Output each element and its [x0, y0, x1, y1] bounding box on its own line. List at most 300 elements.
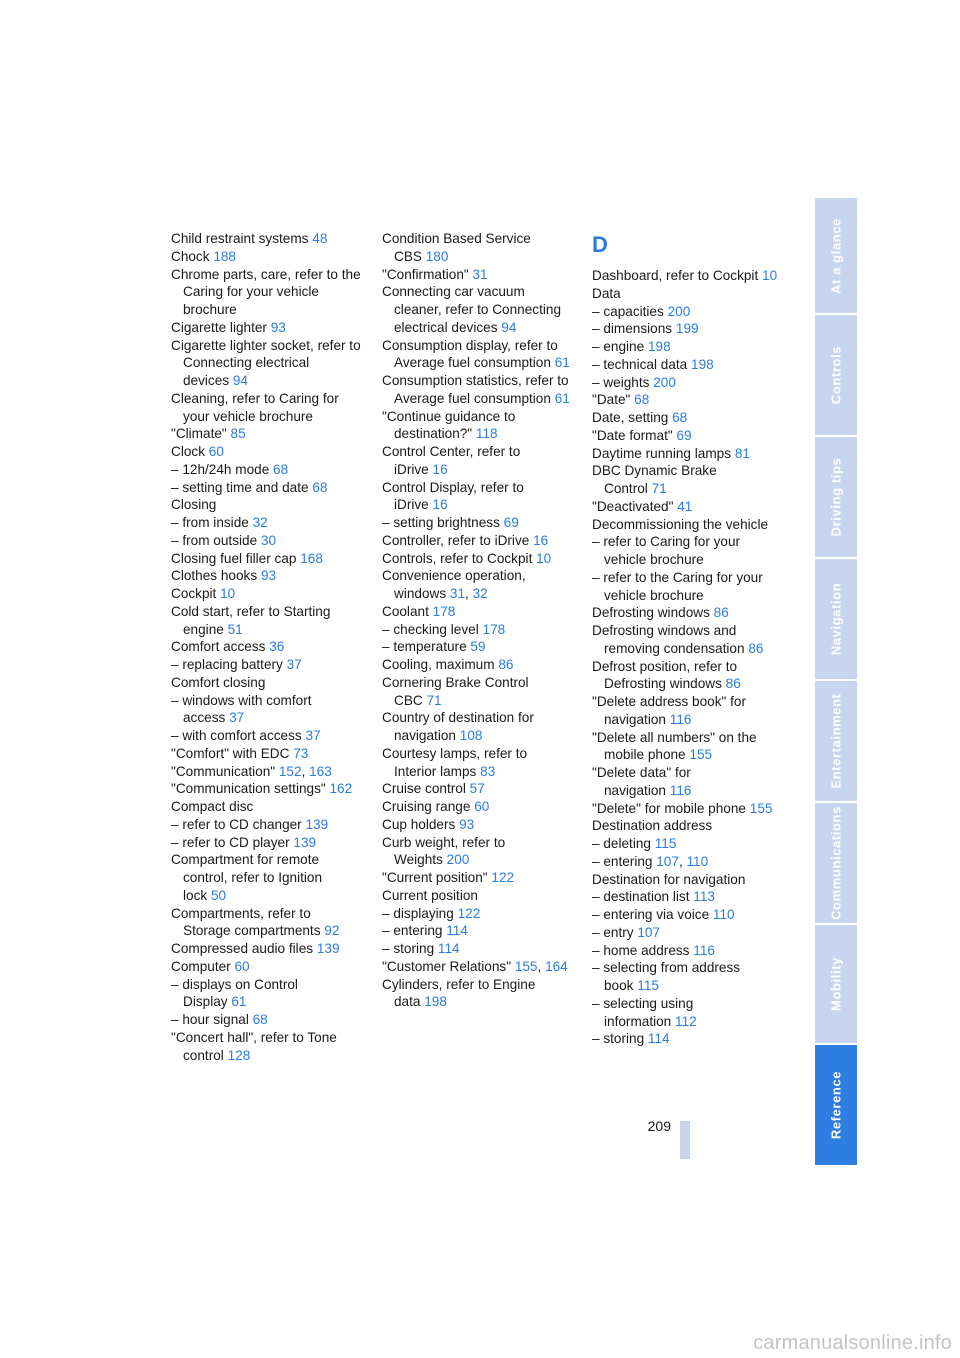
page-reference-link[interactable]: 69	[676, 427, 692, 443]
page-reference-link[interactable]: 50	[210, 887, 227, 903]
index-entry-text: Destination for navigation	[592, 871, 746, 887]
index-entry-text: Courtesy lamps, refer to Interior lamps	[382, 745, 528, 779]
page-reference-link[interactable]: 10	[536, 550, 552, 566]
page-reference-link[interactable]: 110	[712, 907, 735, 922]
page-reference-link[interactable]: 37	[229, 710, 245, 726]
index-entry-text: Cruising range	[382, 799, 471, 814]
index-entry-text: Daytime running lamps	[592, 445, 732, 461]
index-entry-text: – entry	[592, 924, 634, 940]
index-entry-text: DBC Dynamic Brake Control	[592, 463, 717, 496]
index-entry-text: "Customer Relations"	[382, 958, 512, 974]
page-reference-link[interactable]: 86	[725, 676, 741, 692]
page-reference-link[interactable]: 155	[689, 747, 713, 763]
index-entry	[382, 905, 572, 923]
page-reference-link[interactable]: 60	[208, 444, 224, 459]
index-entry-text: Compact disc	[171, 799, 254, 814]
index-entry	[592, 445, 782, 463]
section-tab-controls[interactable]	[815, 315, 857, 435]
index-entry	[592, 693, 782, 729]
page-reference-link[interactable]: 81	[734, 445, 750, 461]
index-entry-text: – storing	[592, 1031, 645, 1047]
page-reference-link[interactable]: 178	[432, 603, 456, 619]
page-reference-link[interactable]: 61	[554, 355, 570, 371]
index-entry	[171, 816, 361, 834]
section-tabs	[815, 198, 857, 1167]
index-entry	[382, 266, 572, 284]
page-reference-link[interactable]: 30	[260, 532, 277, 548]
page-reference-link[interactable]: 85	[230, 426, 246, 442]
section-tab-reference[interactable]	[815, 1045, 857, 1165]
index-entry	[592, 604, 782, 622]
index-entry-text: Country of destination for navigation	[382, 710, 534, 743]
index-entry	[382, 603, 572, 621]
page-reference-link[interactable]: 94	[232, 373, 248, 388]
index-entry	[171, 958, 361, 976]
index-entry-text: – from outside	[171, 532, 258, 548]
page-reference-link[interactable]: 73	[293, 745, 309, 761]
page-reference-link[interactable]: 110	[686, 853, 709, 869]
page-reference-link[interactable]: 116	[669, 711, 692, 727]
index-entry	[592, 303, 782, 321]
page-reference-link[interactable]: 155	[749, 800, 773, 816]
page-reference-link[interactable]: 10	[762, 268, 778, 283]
page-reference-link[interactable]: 162	[329, 781, 353, 797]
index-entry-text: "Deactivated"	[592, 498, 674, 514]
index-entry-text: Cigarette lighter socket, refer to Connecting electrical devices	[171, 337, 361, 388]
index-entry-text: – weights	[592, 374, 650, 390]
page-reference-link[interactable]: 59	[470, 639, 486, 655]
index-entry: "Communication" 152, 163	[171, 763, 332, 779]
index-entry-text: – destination list	[592, 889, 690, 905]
page-reference-link[interactable]: 139	[305, 816, 329, 832]
index-entry	[171, 337, 361, 390]
index-entry-text: – 12h/24h mode	[171, 461, 270, 477]
section-tab-label: At a glance	[828, 217, 844, 294]
index-entry-text: "Date format"	[592, 427, 673, 443]
page-reference-link[interactable]: 114	[647, 1031, 670, 1047]
page-reference-link[interactable]: 48	[312, 231, 328, 246]
index-entry-text: Clock	[171, 444, 205, 459]
index-entry	[171, 638, 361, 656]
index-entry-text: "Current position"	[382, 870, 488, 885]
index-entry-text: – selecting using information	[592, 995, 694, 1029]
page-reference-link[interactable]: 86	[713, 605, 729, 621]
page-reference-link[interactable]: 168	[300, 550, 323, 566]
section-tab-driving-tips[interactable]	[815, 437, 857, 557]
index-entry	[382, 869, 572, 887]
section-tab-entertainment[interactable]	[815, 681, 857, 801]
page-reference-link[interactable]: 122	[457, 905, 481, 921]
section-tab-navigation[interactable]	[815, 559, 857, 679]
index-entry-text: – displaying	[382, 905, 454, 921]
page-reference-link[interactable]: 60	[234, 958, 250, 974]
index-entry-text: Defrosting windows and removing condensation	[592, 623, 745, 656]
index-entry	[171, 230, 361, 248]
index-entry-text: Computer	[171, 958, 231, 974]
index-entry-text: Control Center, refer to iDrive	[382, 444, 521, 477]
index-entry	[171, 443, 361, 461]
index-entry-text: Convenience operation, windows	[382, 568, 526, 601]
index-entry	[171, 851, 361, 904]
index-entry-text: – refer to Caring for your vehicle brochure	[592, 534, 741, 567]
index-entry	[592, 338, 782, 356]
index-entry-text: "Concert hall", refer to Tone control	[171, 1029, 337, 1063]
page-reference-link[interactable]: 94	[501, 319, 517, 335]
index-entry	[592, 942, 782, 960]
index-entry	[382, 408, 572, 444]
index-entry-text: Consumption statistics, refer to Average fuel consumption	[382, 373, 569, 406]
page-reference-link[interactable]: 200	[667, 303, 691, 319]
index-entry	[171, 798, 361, 816]
index-entry-text: Cooling, maximum	[382, 657, 495, 672]
index-entry	[171, 461, 361, 479]
page-reference-link[interactable]: 200	[446, 852, 470, 868]
index-entry-text: Current position	[382, 887, 478, 903]
index-entry	[592, 959, 782, 995]
index-entry: "Customer Relations" 155, 164	[382, 958, 568, 974]
page-reference-link[interactable]: 68	[634, 392, 650, 408]
index-entry-text: Cylinders, refer to Engine data	[382, 976, 536, 1010]
index-entry-text: "Continue guidance to destination?"	[382, 408, 516, 442]
index-entry	[592, 622, 782, 658]
index-entry-text: – refer to CD changer	[171, 816, 302, 832]
index-entry-text: "Delete all numbers" on the mobile phone	[592, 729, 757, 763]
index-entry-text: Control Display, refer to iDrive	[382, 479, 524, 513]
index-entry	[592, 835, 782, 853]
page-reference-link[interactable]: 68	[252, 1012, 268, 1027]
page-reference-link[interactable]: 71	[426, 692, 442, 708]
index-entry-text: Destination address	[592, 818, 713, 834]
page-reference-link[interactable]: 107	[637, 924, 661, 940]
index-entry-text: – replacing battery	[171, 657, 283, 672]
index-entry	[382, 621, 572, 639]
page-reference-link[interactable]: 114	[446, 923, 468, 939]
index-entry	[592, 871, 782, 889]
page-reference-link[interactable]: 41	[677, 498, 693, 514]
page-reference-link[interactable]: 115	[654, 836, 677, 851]
index-entry-text: Curb weight, refer to Weights	[382, 834, 506, 868]
index-entry-text: Cigarette lighter	[171, 319, 267, 335]
index-entry-text: – temperature	[382, 639, 467, 655]
index-column-3	[592, 230, 782, 1048]
index-entry-text: – hour signal	[171, 1012, 249, 1027]
index-entry-text: – checking level	[382, 621, 479, 637]
index-entry	[171, 692, 361, 728]
index-entry	[382, 816, 572, 834]
index-entry	[592, 533, 782, 569]
index-entry-text: Chock	[171, 248, 210, 264]
index-entry-text: – entering	[382, 923, 443, 939]
index-entry-text: Chrome parts, care, refer to the Caring for your vehicle brochure	[171, 266, 361, 317]
index-entry-text: – technical data	[592, 356, 688, 372]
page-reference-link[interactable]: 178	[482, 621, 506, 637]
index-entry	[171, 1011, 361, 1029]
index-entry	[382, 976, 572, 1012]
section-tab-at-a-glance[interactable]	[815, 198, 857, 313]
index-entry	[171, 905, 361, 941]
page-reference-link[interactable]: 114	[437, 941, 460, 956]
index-entry	[171, 745, 361, 763]
index-column-1	[171, 230, 361, 1064]
page-reference-link[interactable]: 68	[273, 461, 289, 477]
index-entry	[382, 887, 572, 905]
index-entry	[382, 638, 572, 656]
index-entry: – entering 107, 110	[592, 853, 709, 869]
section-tab-label: Communications	[828, 806, 844, 920]
index-entry-text: Compressed audio files	[171, 941, 314, 956]
section-tab-mobility[interactable]	[815, 925, 857, 1043]
page-reference-link[interactable]: 107	[656, 853, 679, 869]
page-reference-link[interactable]: 16	[533, 532, 549, 548]
index-entry	[382, 514, 572, 532]
index-entry-text: "Confirmation"	[382, 266, 469, 282]
page-reference-link[interactable]: 200	[653, 374, 676, 390]
index-entry-text: Cleaning, refer to Caring for your vehicle brochure	[171, 390, 339, 424]
index-entry	[171, 940, 361, 958]
index-entry-text: "Date"	[592, 392, 631, 408]
page-reference-link[interactable]: 115	[637, 978, 659, 993]
index-entry-text: Cup holders	[382, 816, 456, 832]
page-reference-link[interactable]: 108	[459, 728, 483, 743]
index-entry-text: Defrosting windows	[592, 605, 710, 621]
index-entry-text: Defrost position, refer to Defrosting windows	[592, 658, 738, 692]
page-reference-link[interactable]: 198	[647, 339, 671, 354]
index-entry	[382, 532, 572, 550]
index-entry	[171, 976, 361, 1012]
page-reference-link[interactable]: 164	[545, 958, 568, 974]
index-entry-text: Controller, refer to iDrive	[382, 532, 530, 548]
index-entry	[592, 516, 782, 534]
page-reference-link[interactable]: 188	[213, 248, 236, 264]
index-entry-text: "Comfort" with EDC	[171, 745, 290, 761]
page-reference-link[interactable]: 37	[305, 728, 321, 743]
index-entry	[592, 267, 782, 285]
index-entry	[171, 567, 361, 585]
index-entry	[171, 248, 361, 266]
page-reference-link[interactable]: 112	[675, 1013, 697, 1029]
index-entry-text: "Delete" for mobile phone	[592, 800, 746, 816]
index-entry	[382, 780, 572, 798]
index-entry-text: Controls, refer to Cockpit	[382, 550, 533, 566]
section-tab-communications[interactable]	[815, 803, 857, 923]
index-entry	[592, 924, 782, 942]
page-reference-link[interactable]: 32	[472, 586, 488, 601]
index-entry-text: – entering via voice	[592, 907, 710, 922]
page-reference-link[interactable]: 10	[220, 586, 236, 601]
index-entry-text: "Delete data" for navigation	[592, 765, 691, 798]
index-entry	[592, 427, 782, 445]
index-entry	[382, 798, 572, 816]
index-entry	[592, 409, 782, 427]
page-reference-link[interactable]: 118	[475, 426, 498, 442]
index-entry-text: – setting brightness	[382, 515, 500, 530]
index-entry	[592, 658, 782, 694]
page-reference-link[interactable]: 93	[260, 568, 277, 584]
index-entry-text: – displays on Control Display	[171, 976, 298, 1010]
index-letter-heading: D	[592, 232, 608, 257]
index-entry-text: – windows with comfort access	[171, 692, 312, 726]
page-reference-link[interactable]: 32	[252, 515, 268, 530]
page-number: 209	[647, 1118, 671, 1134]
index-entry-text: Cruise control	[382, 781, 466, 797]
index-entry	[382, 443, 572, 479]
page-reference-link[interactable]: 31	[472, 266, 488, 282]
index-entry	[382, 745, 572, 781]
page-reference-link[interactable]: 83	[480, 763, 496, 779]
page-reference-link[interactable]: 116	[693, 942, 715, 958]
page-reference-link[interactable]: 139	[316, 941, 340, 956]
page-reference-link[interactable]: 86	[748, 640, 764, 656]
index-entry	[592, 800, 782, 818]
index-entry-text: – entering	[592, 853, 653, 869]
index-entry	[171, 319, 361, 337]
index-entry	[171, 674, 361, 692]
index-entry-text: "Climate"	[171, 426, 227, 442]
index-entry-text: Connecting car vacuum cleaner, refer to Connecting electrical devices	[382, 284, 562, 335]
index-entry	[171, 532, 361, 550]
index-entry-text: – home address	[592, 942, 690, 958]
section-tab-label: Driving tips	[828, 457, 844, 537]
index-entry	[382, 372, 572, 408]
index-entry-text: Coolant	[382, 603, 429, 619]
index-entry-text: Date, setting	[592, 410, 669, 425]
index-entry-text: Closing	[171, 497, 217, 513]
index-entry	[592, 356, 782, 374]
index-entry-text: Data	[592, 285, 621, 301]
index-entry	[382, 230, 572, 266]
index-entry	[592, 569, 782, 605]
page-reference-link[interactable]: 180	[425, 248, 449, 264]
page-reference-link[interactable]: 57	[469, 781, 485, 797]
index-entry-text: Cornering Brake Control CBC	[382, 674, 529, 708]
index-entry	[171, 834, 361, 852]
index-entry	[592, 320, 782, 338]
page-reference-link[interactable]: 69	[503, 515, 519, 530]
index-entry	[592, 906, 782, 924]
page-reference-link[interactable]: 113	[693, 889, 715, 905]
index-entry-text: Child restraint systems	[171, 231, 309, 246]
index-entry	[382, 550, 572, 568]
index-entry	[592, 462, 782, 498]
index-entry	[171, 603, 361, 639]
index-entry-text: "Delete address book" for navigation	[592, 694, 746, 727]
index-entry	[171, 266, 361, 319]
page-reference-link[interactable]: 61	[231, 994, 247, 1010]
section-tab-label: Navigation	[828, 582, 844, 656]
page-reference-link[interactable]: 152	[278, 763, 302, 779]
page-reference-link[interactable]: 93	[459, 816, 475, 832]
index-entry	[382, 656, 572, 674]
index-entry-text: Dashboard, refer to Cockpit	[592, 268, 759, 283]
index-entry-text: Cold start, refer to Starting engine	[171, 603, 331, 637]
index-entry	[171, 496, 361, 514]
index-entry-text: – deleting	[592, 836, 651, 851]
page-reference-link[interactable]: 116	[669, 782, 692, 798]
index-entry-text: – dimensions	[592, 321, 673, 337]
index-entry-text: Compartments, refer to Storage compartments	[171, 905, 321, 939]
index-entry	[171, 585, 361, 603]
index-entry	[171, 479, 361, 497]
index-entry-text: Consumption display, refer to Average fuel consumption	[382, 337, 558, 371]
page-reference-link[interactable]: 68	[312, 479, 328, 495]
index-entry-text: – from inside	[171, 515, 249, 530]
index-entry	[592, 498, 782, 516]
page-reference-link[interactable]: 163	[309, 763, 332, 779]
index-entry-text: – storing	[382, 941, 435, 956]
page-reference-link[interactable]: 139	[293, 834, 317, 850]
page-reference-link[interactable]: 93	[270, 319, 286, 335]
page-reference-link[interactable]: 198	[424, 994, 447, 1010]
page-reference-link[interactable]: 61	[554, 390, 570, 406]
page-reference-link[interactable]: 16	[432, 497, 448, 513]
page-reference-link[interactable]: 122	[491, 870, 515, 885]
index-entry-text: Decommissioning the vehicle	[592, 516, 769, 532]
index-entry	[592, 764, 782, 800]
index-entry: Convenience operation, windows 31, 32	[382, 568, 526, 601]
page-reference-link[interactable]: 31	[449, 586, 466, 601]
index-entry-text: Clothes hooks	[171, 568, 258, 584]
index-entry-text: Comfort closing	[171, 674, 266, 690]
index-entry-text: Comfort access	[171, 639, 266, 655]
index-entry	[382, 940, 572, 958]
index-column-2	[382, 230, 572, 1011]
index-entry	[171, 656, 361, 674]
page-reference-link[interactable]: 16	[432, 461, 448, 477]
index-entry	[171, 425, 361, 443]
index-entry-text: – capacities	[592, 303, 664, 319]
page-reference-link[interactable]: 198	[691, 356, 714, 372]
page-reference-link[interactable]: 128	[227, 1047, 251, 1063]
index-entry	[171, 727, 361, 745]
index-entry-text: Closing fuel filler cap	[171, 550, 297, 566]
page-reference-link[interactable]: 155	[514, 958, 538, 974]
index-entry-text: "Communication settings"	[171, 781, 326, 797]
index-entry	[171, 390, 361, 426]
index-entry	[592, 729, 782, 765]
page-reference-link[interactable]: 60	[474, 799, 490, 814]
index-entry	[592, 888, 782, 906]
index-entry	[382, 834, 572, 870]
index-entry	[592, 374, 782, 392]
page-reference-link[interactable]: 37	[286, 657, 302, 672]
index-entry-text: "Communication"	[171, 763, 276, 779]
index-entry	[592, 995, 782, 1031]
page-reference-link[interactable]: 36	[269, 639, 285, 655]
page-reference-link[interactable]: 199	[675, 321, 699, 337]
index-entry	[382, 479, 572, 515]
section-tab-label: Entertainment	[828, 693, 844, 789]
index-entry	[382, 674, 572, 710]
index-entry-text: – with comfort access	[171, 728, 302, 743]
index-entry-text: Compartment for remote control, refer to Ignition lock	[171, 852, 323, 903]
index-entry	[382, 337, 572, 373]
index-entry	[171, 550, 361, 568]
page-reference-link[interactable]: 51	[227, 621, 243, 637]
page-number-bar	[680, 1121, 690, 1159]
index-entry-text: – refer to the Caring for your vehicle brochure	[592, 569, 763, 603]
page-reference-link[interactable]: 92	[324, 923, 340, 939]
index-entry-text: – refer to CD player	[171, 834, 290, 850]
index-entry	[171, 780, 361, 798]
page-reference-link[interactable]: 86	[498, 657, 514, 672]
index-entry	[171, 1029, 361, 1065]
index-entry-text: – setting time and date	[171, 479, 309, 495]
page-reference-link[interactable]: 71	[651, 481, 667, 496]
section-tab-label: Controls	[828, 345, 844, 405]
index-entry	[592, 285, 782, 303]
index-entry-text: – engine	[592, 339, 645, 354]
page-reference-link[interactable]: 68	[672, 410, 688, 425]
